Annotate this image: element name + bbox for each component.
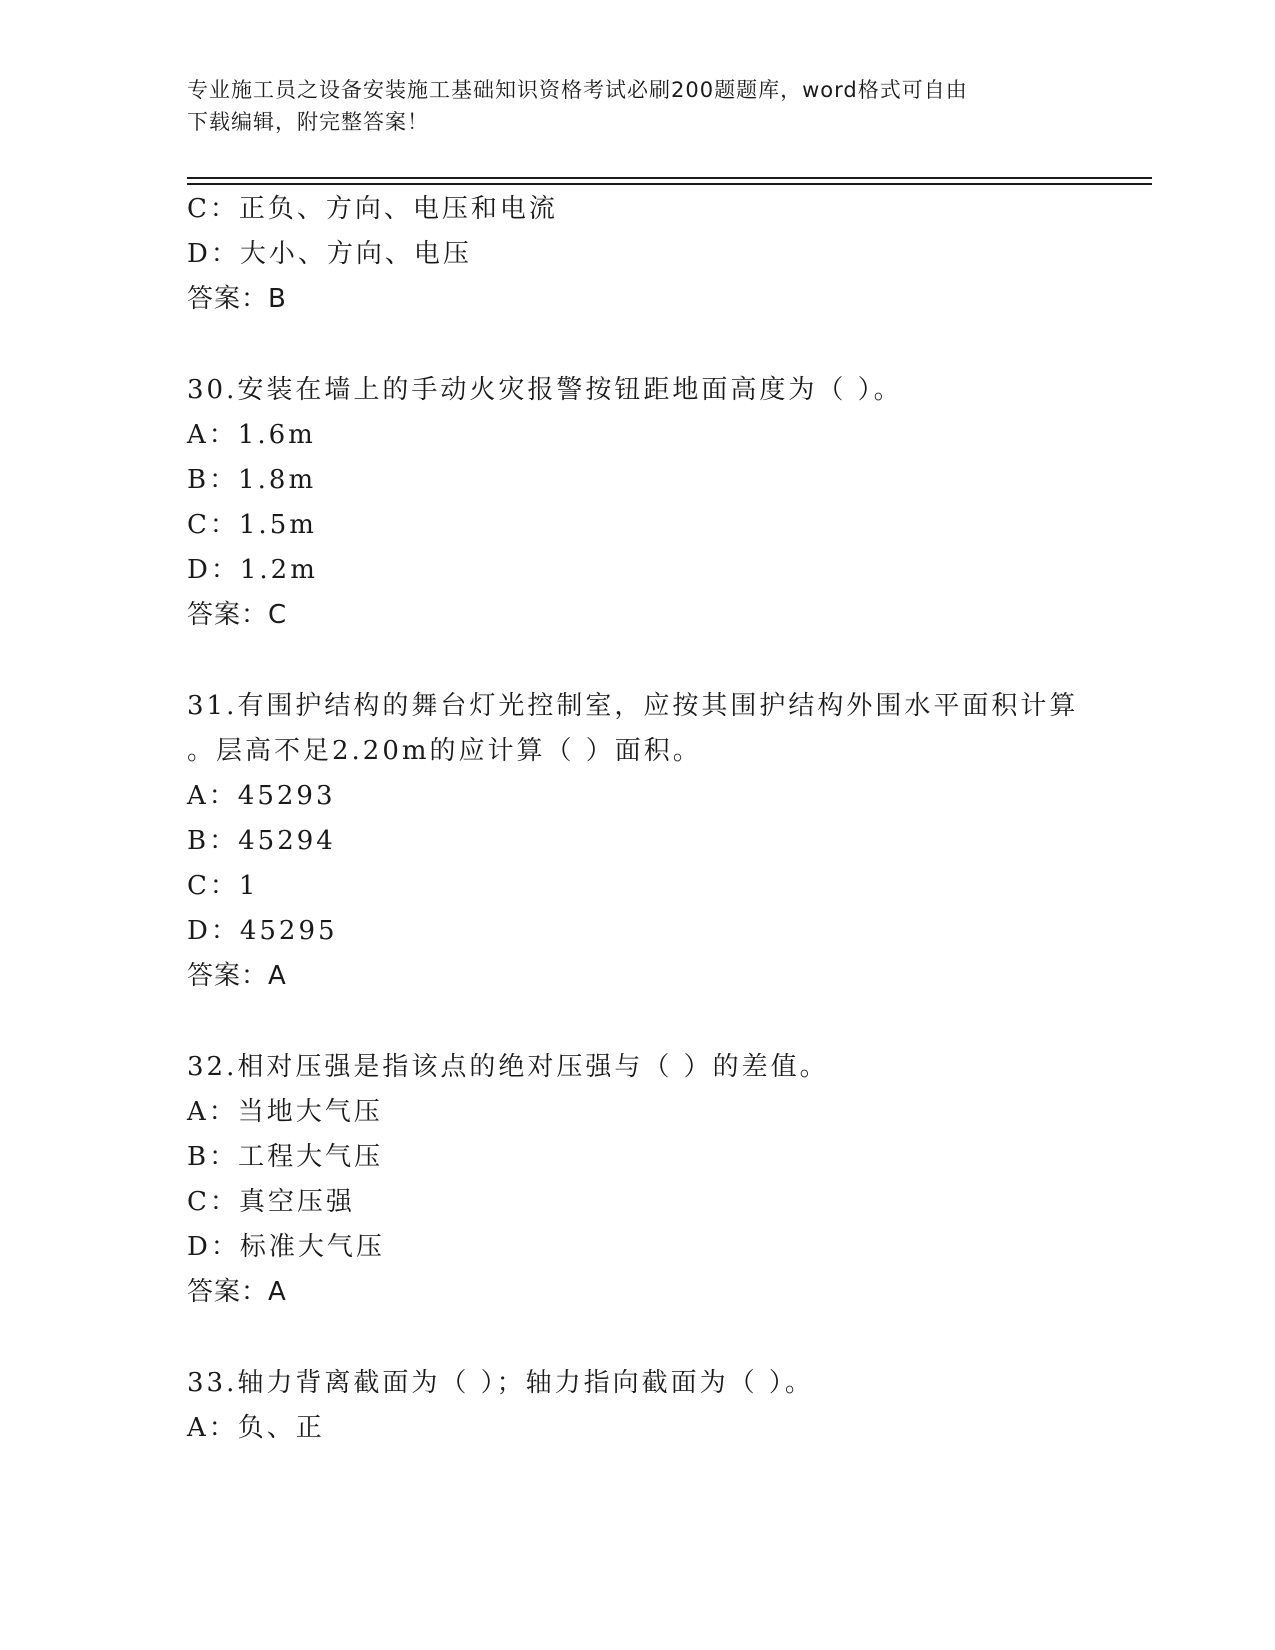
header-divider-top	[187, 177, 1152, 179]
q31-option-a: A：45293	[187, 781, 336, 811]
header-divider-bottom	[187, 183, 1152, 185]
q31-stem-line-2: 。层高不足2.20m的应计算（ ）面积。	[187, 736, 702, 766]
q31-option-b: B：45294	[187, 826, 336, 856]
q30-option-c: C：1.5m	[187, 510, 317, 540]
q30-option-a: A：1.6m	[187, 420, 316, 450]
q29-option-d: D：大小、方向、电压	[187, 239, 472, 269]
q33-stem: 33.轴力背离截面为（ ）；轴力指向截面为（ ）。	[187, 1368, 814, 1398]
q32-option-d: D：标准大气压	[187, 1232, 385, 1262]
q32-stem: 32.相对压强是指该点的绝对压强与（ ）的差值。	[187, 1052, 829, 1082]
q30-stem: 30.安装在墙上的手动火灾报警按钮距地面高度为（ ）。	[187, 375, 903, 405]
q31-option-c: C：1	[187, 871, 259, 901]
q31-stem-line-1: 31.有围护结构的舞台灯光控制室，应按其围护结构外围水平面积计算	[187, 691, 1079, 721]
q29-answer: 答案：B	[187, 284, 287, 314]
q32-option-c: C：真空压强	[187, 1187, 355, 1217]
header-line-1: 专业施工员之设备安装施工基础知识资格考试必刷200题题库，word格式可自由	[187, 78, 968, 102]
q30-answer: 答案：C	[187, 600, 288, 630]
document-header	[187, 74, 1087, 138]
q31-answer: 答案：A	[187, 961, 287, 991]
q30-option-b: B：1.8m	[187, 465, 317, 495]
q31-option-d: D：45295	[187, 916, 338, 946]
q32-option-b: B：工程大气压	[187, 1142, 384, 1172]
q32-answer: 答案：A	[187, 1277, 287, 1307]
q30-option-d: D：1.2m	[187, 555, 318, 585]
q32-option-a: A：当地大气压	[187, 1097, 383, 1127]
header-line-2: 下载编辑，附完整答案！	[187, 110, 429, 134]
q33-option-a: A：负、正	[187, 1413, 325, 1443]
q29-option-c: C：正负、方向、电压和电流	[187, 194, 558, 224]
